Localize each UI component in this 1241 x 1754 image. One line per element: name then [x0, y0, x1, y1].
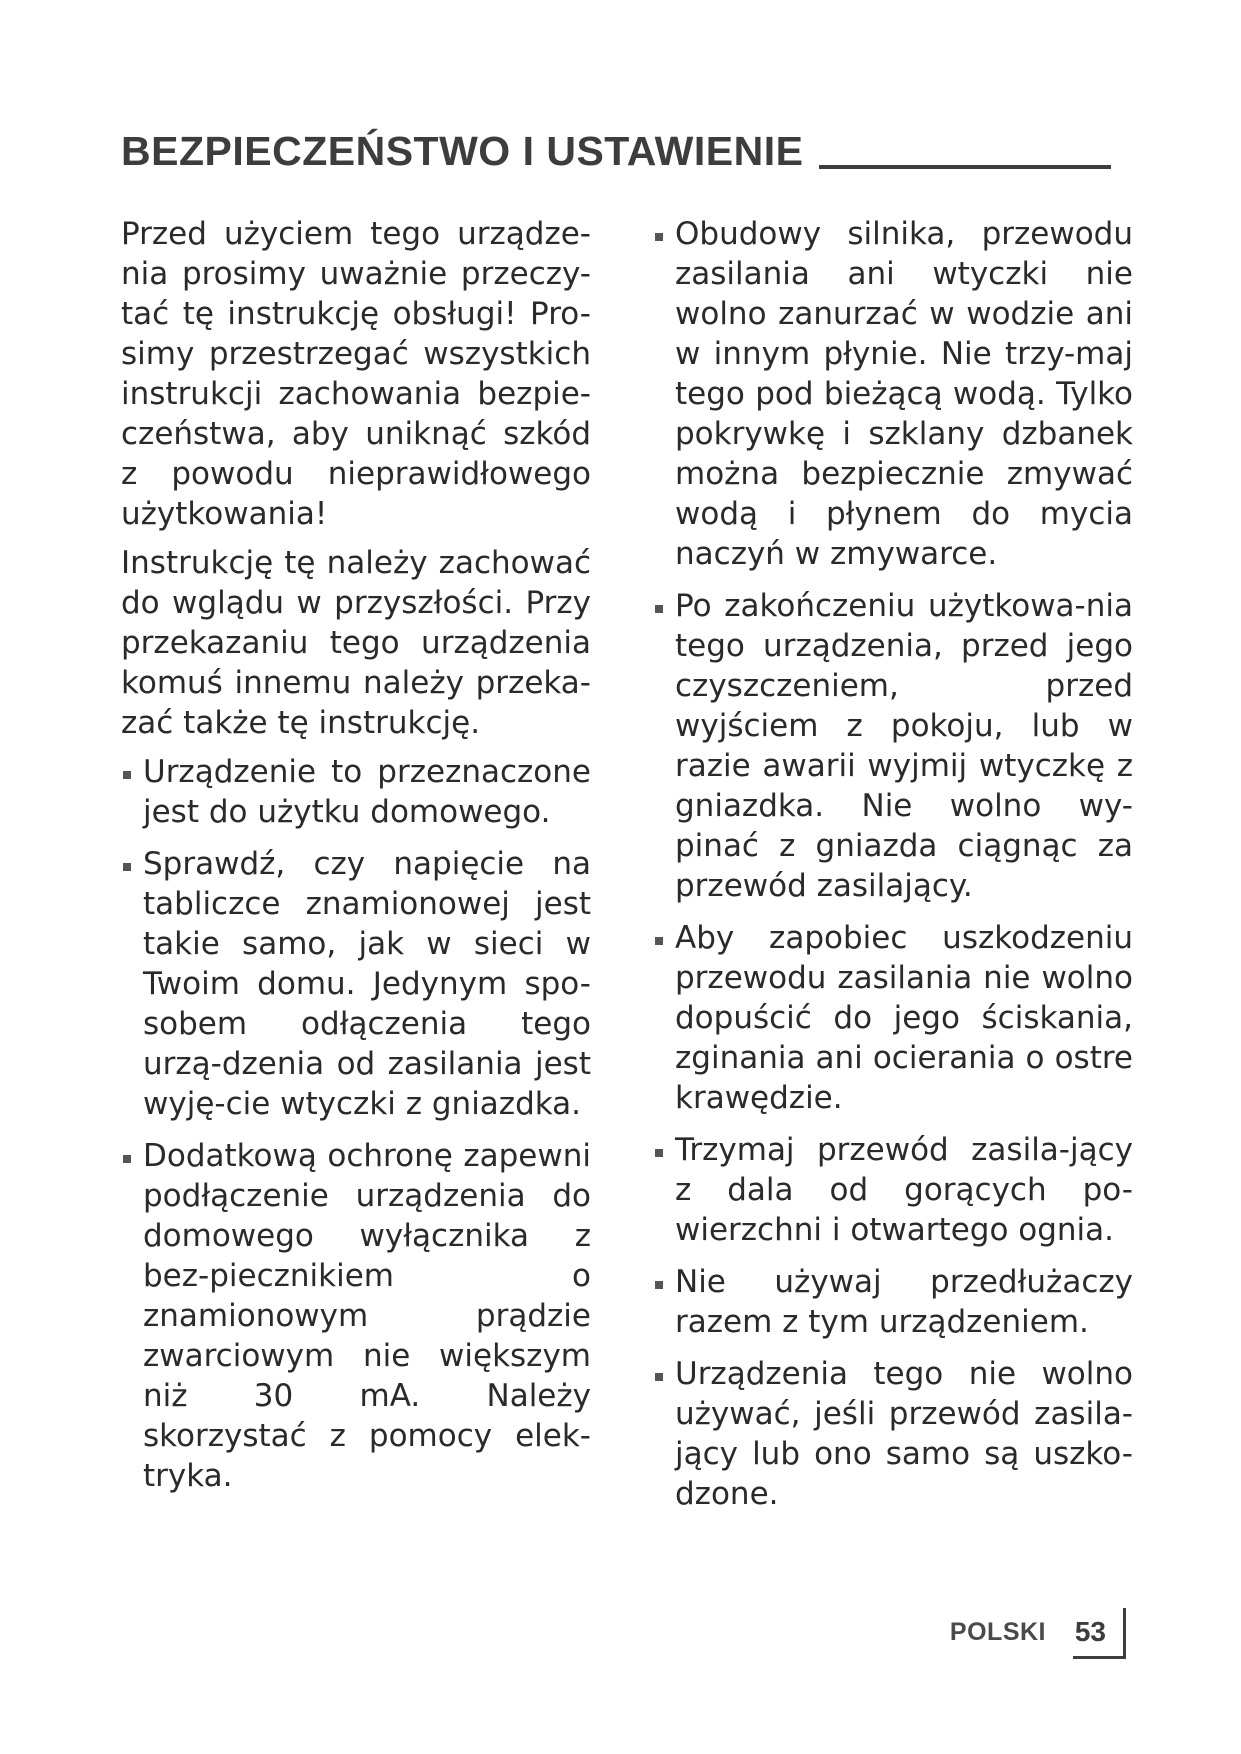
square-bullet-icon — [655, 1281, 663, 1289]
safety-list-right — [653, 214, 1133, 1514]
list-item-text: Sprawdź, czy napięcie na tabliczce znamionowej jest takie samo, jak w sieci w Twoim domu. Jedynym spo-sobem odłączenia tego urzą-dzenia od zasilania jest wyję-cie wtyczki z gniazdka. — [143, 846, 591, 1122]
list-item — [653, 1130, 1133, 1250]
list-item — [653, 1354, 1133, 1514]
list-item — [653, 214, 1133, 574]
list-item-text: Aby zapobiec uszkodzeniu przewodu zasilania nie wolno dopuścić do jego ściskania, zginania ani ocierania o ostre krawędzie. — [675, 920, 1133, 1116]
page-number: 53 — [1074, 1616, 1106, 1647]
list-item — [121, 1136, 591, 1496]
list-item-text: Urządzenie to przeznaczone jest do użytku domowego. — [143, 754, 591, 830]
list-item — [653, 1262, 1133, 1342]
list-item-text: Trzymaj przewód zasila-jący z dala od gorących po-wierzchni i otwartego ognia. — [675, 1132, 1133, 1248]
right-column — [653, 214, 1133, 1526]
list-item — [653, 918, 1133, 1118]
list-item-text: Po zakończeniu użytkowa-nia tego urządzenia, przed jego czyszczeniem, przed wyjściem z pokoju, lub w razie awarii wyjmij wtyczkę z gniazdka. Nie wolno wy-pinać z gniazda ciągnąc za przewód zasilający. — [675, 588, 1133, 904]
square-bullet-icon — [655, 1373, 663, 1381]
square-bullet-icon — [123, 1155, 131, 1163]
page-footer — [900, 1608, 1126, 1660]
list-item-text: Obudowy silnika, przewodu zasilania ani wtyczki nie wolno zanurzać w wodzie ani w innym płynie. Nie trzy-maj tego pod bieżącą wodą. Tylko pokrywkę i szklany dzbanek można bezpiecznie zmywać wodą i płynem do mycia naczyń w zmywarce. — [675, 216, 1133, 572]
intro-paragraph: Instrukcję tę należy zachować do wglądu w przyszłości. Przy przekazaniu tego urządzenia komuś innemu należy przeka-zać także tę instrukcję. — [121, 545, 591, 741]
square-bullet-icon — [123, 771, 131, 779]
list-item-text: Dodatkową ochronę zapewni podłączenie urządzenia do domowego wyłącznika z bez-piecznikiem o znamionowym prądzie zwarciowym nie większym niż 30 mA. Należy skorzystać z pomocy elek-tryka. — [143, 1138, 591, 1494]
footer-language: POLSKI — [949, 1618, 1046, 1646]
square-bullet-icon — [655, 1149, 663, 1157]
list-item-text: Urządzenia tego nie wolno używać, jeśli przewód zasila-jący lub ono samo są uszko-dzone. — [675, 1356, 1133, 1512]
square-bullet-icon — [123, 863, 131, 871]
title-rule — [819, 165, 1111, 169]
safety-list-left — [121, 752, 591, 1496]
list-item-text: Nie używaj przedłużaczy razem z tym urządzeniem. — [675, 1264, 1133, 1340]
left-column — [121, 214, 591, 1508]
section-header — [121, 112, 1111, 172]
square-bullet-icon — [655, 937, 663, 945]
intro-paragraph: Przed użyciem tego urządze-nia prosimy uważnie przeczy-tać tę instrukcję obsługi! Pro-simy przestrzegać wszystkich instrukcji zachowania bezpie-czeństwa, aby uniknąć szkód z powodu nieprawidłowego użytkowania! — [121, 216, 591, 532]
list-item — [121, 752, 591, 832]
section-title: BEZPIECZEŃSTWO I USTAWIENIE — [121, 128, 804, 174]
list-item — [121, 844, 591, 1124]
list-item — [653, 586, 1133, 906]
square-bullet-icon — [655, 233, 663, 241]
square-bullet-icon — [655, 605, 663, 613]
corner-mark — [1073, 1608, 1126, 1659]
